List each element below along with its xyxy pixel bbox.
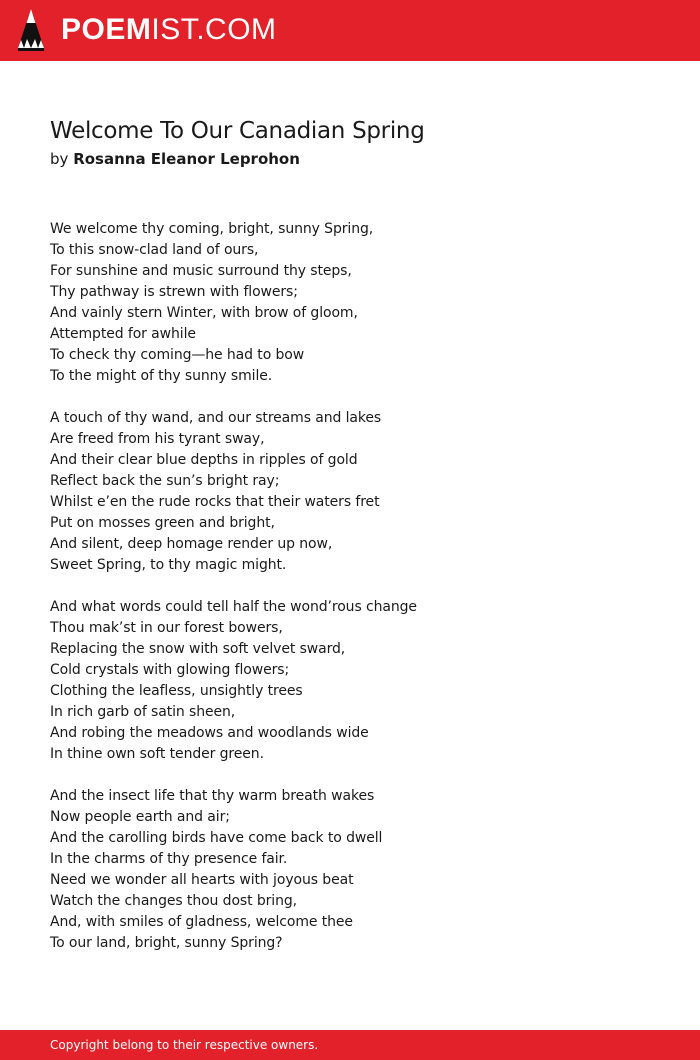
poem-line: To check thy coming—he had to bow bbox=[50, 347, 305, 363]
poem-line: In rich garb of satin sheen, bbox=[50, 704, 236, 720]
poem-line: To the might of thy sunny smile. bbox=[50, 368, 273, 384]
poem-line: And robing the meadows and woodlands wide bbox=[50, 725, 369, 741]
poem-line: And the insect life that thy warm breath wakes bbox=[50, 788, 375, 804]
poem-line: And their clear blue depths in ripples of gold bbox=[50, 452, 358, 468]
poem-line: Need we wonder all hearts with joyous beat bbox=[50, 872, 354, 888]
poem-line: Attempted for awhile bbox=[50, 326, 196, 342]
site-logo[interactable] bbox=[61, 12, 277, 48]
poem-line: Clothing the leafless, unsightly trees bbox=[50, 683, 303, 699]
logo-light-text: IST.COM bbox=[151, 13, 277, 46]
poem-line: We welcome thy coming, bright, sunny Spring, bbox=[50, 221, 374, 237]
stanza bbox=[50, 219, 650, 387]
stanza bbox=[50, 597, 650, 765]
poem-line: In thine own soft tender green. bbox=[50, 746, 264, 762]
pencil-tip-icon[interactable] bbox=[16, 8, 46, 52]
poem-line: In the charms of thy presence fair. bbox=[50, 851, 288, 867]
poem-line: Thy pathway is strewn with flowers; bbox=[50, 284, 298, 300]
stanza bbox=[50, 408, 650, 576]
poem-title: Welcome To Our Canadian Spring bbox=[50, 118, 425, 144]
copyright-text: Copyright belong to their respective owners. bbox=[50, 1038, 319, 1052]
poem-line: Are freed from his tyrant sway, bbox=[50, 431, 265, 447]
poem-line: Watch the changes thou dost bring, bbox=[50, 893, 298, 909]
poem-line: And silent, deep homage render up now, bbox=[50, 536, 333, 552]
logo-bold-text: POEM bbox=[61, 13, 152, 46]
stanza bbox=[50, 786, 650, 954]
poem-line: To our land, bright, sunny Spring? bbox=[50, 935, 283, 951]
by-label: by bbox=[50, 150, 69, 168]
poem-line: For sunshine and music surround thy steps, bbox=[50, 263, 352, 279]
poem-line: Reflect back the sun’s bright ray; bbox=[50, 473, 280, 489]
poem-body bbox=[50, 219, 650, 975]
author-name: Rosanna Eleanor Leprohon bbox=[73, 150, 300, 168]
poem-line: Cold crystals with glowing flowers; bbox=[50, 662, 290, 678]
poem-line: And the carolling birds have come back to dwell bbox=[50, 830, 383, 846]
poem-line: Now people earth and air; bbox=[50, 809, 230, 825]
site-header bbox=[0, 0, 700, 61]
poem-line: To this snow-clad land of ours, bbox=[50, 242, 259, 258]
poem-line: Whilst e’en the rude rocks that their waters fret bbox=[50, 494, 380, 510]
poem-line: Sweet Spring, to thy magic might. bbox=[50, 557, 287, 573]
poem-line: And what words could tell half the wond’rous change bbox=[50, 599, 417, 615]
poem-line: Put on mosses green and bright, bbox=[50, 515, 275, 531]
byline bbox=[50, 149, 300, 169]
site-footer bbox=[0, 1030, 700, 1060]
poem-line: Thou mak’st in our forest bowers, bbox=[50, 620, 283, 636]
poem-line: And, with smiles of gladness, welcome thee bbox=[50, 914, 353, 930]
poem-line: A touch of thy wand, and our streams and lakes bbox=[50, 410, 382, 426]
poem-line: Replacing the snow with soft velvet sward, bbox=[50, 641, 346, 657]
poem-line: And vainly stern Winter, with brow of gloom, bbox=[50, 305, 358, 321]
